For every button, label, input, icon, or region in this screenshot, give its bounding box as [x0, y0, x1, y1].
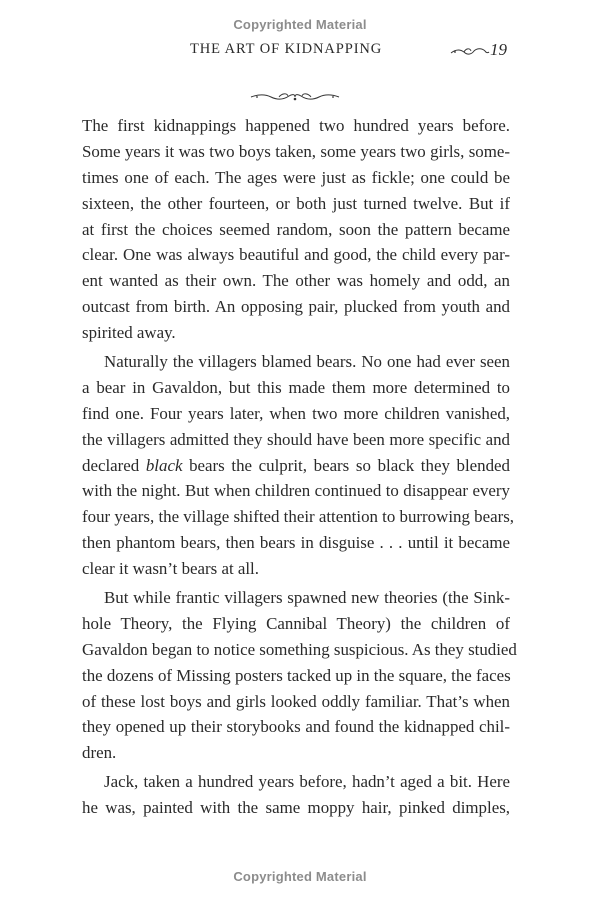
text-line: hole Theory, the Flying Cannibal Theory) the children of [82, 613, 510, 633]
text-line: a bear in Gavaldon, but this made them more determined to [82, 377, 510, 397]
italic-emphasis: black [145, 455, 183, 475]
text-line: he was, painted with the same moppy hair, pinked dimples, [82, 798, 510, 818]
text-line: clear. One was always beautiful and good, the child every par- [82, 245, 510, 265]
paragraph [82, 585, 517, 766]
text-line: at first the choices seemed random, soon the pattern became [82, 219, 510, 239]
text-line: But while frantic villagers spawned new theories (the Sink- [104, 588, 510, 608]
text-line: The first kidnappings happened two hundred years before. [82, 116, 510, 135]
text-line: clear it wasn’t bears at all. [82, 559, 259, 579]
text-line: then phantom bears, then bears in disguise . . . until it became [82, 533, 510, 553]
text-segment: bears the culprit, bears so black they blended [182, 455, 511, 475]
paragraph [82, 769, 510, 821]
ornament-divider-icon [249, 91, 341, 103]
text-line: Naturally the villagers blamed bears. No one had ever seen [104, 352, 510, 372]
text-line: sixteen, the other fourteen, or both just turned twelve. But if [82, 193, 510, 213]
body-text [82, 113, 517, 821]
text-segment: declared [82, 455, 146, 475]
text-line: times one of each. The ages were just as fickle; one could be [82, 167, 510, 187]
text-line: ent wanted as their own. The other was homely and odd, an [82, 271, 510, 291]
text-line: Some years it was two boys taken, some years two girls, some- [82, 141, 510, 161]
text-line: Jack, taken a hundred years before, hadn’t aged a bit. Here [104, 772, 510, 792]
text-line: the dozens of Missing posters tacked up in the square, the faces [82, 665, 511, 685]
page-number: 19 [490, 40, 507, 59]
text-line: the villagers admitted they should have been more specific and [82, 429, 510, 449]
text-line: spirited away. [82, 323, 176, 343]
text-line: of these lost boys and girls looked oddly familiar. That’s when [82, 691, 510, 711]
copyright-watermark-bottom: Copyrighted Material [233, 869, 367, 884]
copyright-watermark-top: Copyrighted Material [233, 17, 367, 32]
running-head [0, 40, 600, 62]
paragraph [82, 113, 510, 346]
text-line: outcast from birth. An opposing pair, plucked from youth and [82, 297, 510, 317]
chapter-title: THE ART OF KIDNAPPING [190, 41, 383, 57]
paragraph [82, 349, 514, 582]
text-line: Gavaldon began to notice something suspicious. As they studied [82, 639, 517, 659]
text-line: dren. [82, 743, 117, 763]
text-line: four years, the village shifted their attention to burrowing bears, [82, 507, 514, 527]
text-line: find one. Four years later, when two more children vanished, [82, 403, 510, 423]
text-line: with the night. But when children continued to disappear every [82, 481, 510, 501]
text-line: they opened up their storybooks and found the kidnapped chil- [82, 717, 510, 737]
text-line [82, 453, 510, 479]
flourish-icon [450, 46, 490, 58]
